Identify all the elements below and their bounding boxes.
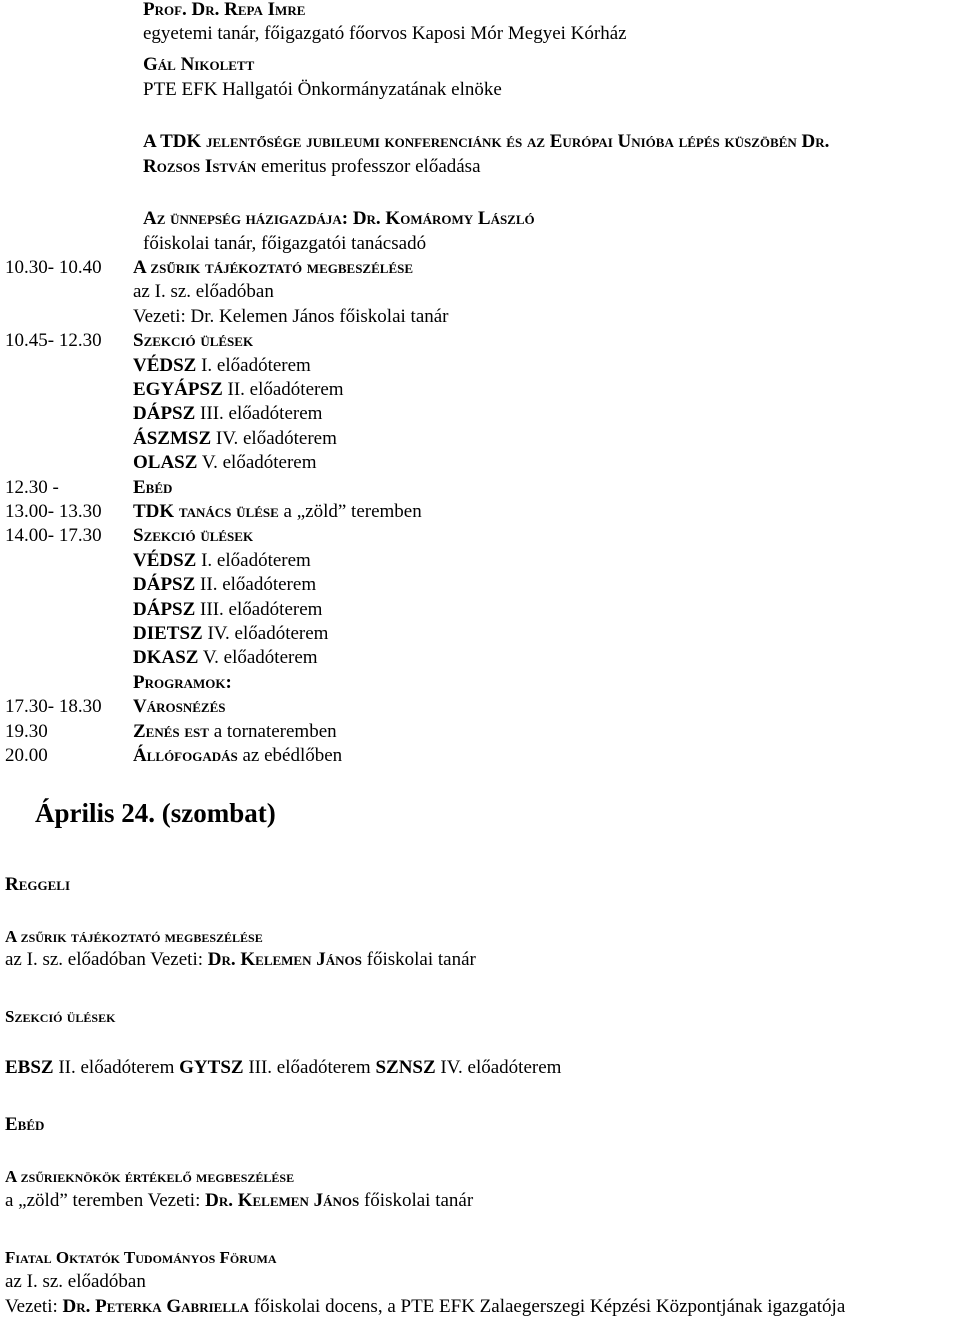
- forum-chair: Dr. Peterka Gabriella: [62, 1296, 250, 1317]
- schedule-time: 20.00: [5, 745, 48, 766]
- forum-chair-line: [5, 1295, 845, 1319]
- schedule-entry-title: VÉDSZ: [133, 549, 197, 571]
- schedule-entry: [133, 256, 413, 280]
- host-title: főiskolai tanár, főigazgatói tanácsadó: [143, 233, 427, 254]
- schedule-entry-title: DÁPSZ: [133, 574, 196, 596]
- jury-place: az I. sz. előadóban Vezeti:: [5, 949, 208, 970]
- chairs-line: [5, 1189, 473, 1213]
- schedule-entry: [133, 451, 317, 475]
- speaker1-name: Prof. Dr. Repa Imre: [143, 0, 306, 20]
- schedule-entry: [133, 549, 311, 573]
- speaker2-title: PTE EFK Hallgatói Önkormányzatának elnöke: [143, 79, 502, 100]
- schedule-entry: [133, 402, 322, 426]
- schedule-entry-title: VÉDSZ: [133, 354, 197, 376]
- section-name: GYTSZ: [179, 1057, 244, 1078]
- schedule-entry-detail: V. előadóterem: [197, 452, 317, 474]
- schedule-entry: [133, 720, 337, 744]
- forum-chair-label: Vezeti:: [5, 1296, 63, 1317]
- schedule-entry: [133, 354, 311, 378]
- schedule-entry: [133, 524, 253, 548]
- section-name: EBSZ: [5, 1057, 54, 1078]
- schedule-entry: [133, 598, 322, 622]
- schedule-entry-title: DÁPSZ: [133, 403, 196, 425]
- schedule-entry: [133, 476, 172, 500]
- lecture-title-line1: A TDK jelentősége jubileumi konferenciánk és az Európai Unióba lépés küszöbén Dr.: [143, 131, 830, 152]
- schedule-entry-title: TDK tanács ülése: [133, 501, 279, 522]
- sections-line: [5, 1056, 561, 1080]
- schedule-entry-title: DKASZ: [133, 647, 199, 669]
- lecture-title-line2: [143, 155, 481, 179]
- schedule-entry-detail: IV. előadóterem: [202, 623, 329, 644]
- speaker2-name: Gál Nikolett: [143, 54, 255, 75]
- schedule-entry: [133, 378, 344, 402]
- schedule-time: 10.30- 10.40: [5, 257, 102, 278]
- chairs-place: a „zöld” teremben Vezeti:: [5, 1190, 206, 1211]
- schedule-entry-detail: Vezeti: Dr. Kelemen János főiskolai tanár: [133, 305, 449, 327]
- chairs-heading: A zsűrieknökök értékelő megbeszélése: [5, 1167, 295, 1186]
- schedule-entry: [133, 622, 328, 646]
- schedule-entry-title: Ebéd: [133, 476, 173, 498]
- schedule-entry-detail: II. előadóterem: [222, 379, 344, 400]
- schedule-entry-title: Zenés est: [133, 720, 209, 742]
- jury-heading: A zsűrik tájékoztató megbeszélése: [5, 927, 263, 946]
- forum-heading: Fiatal Oktatók Tudományos Föruma: [5, 1248, 277, 1267]
- schedule-entry: [133, 671, 232, 695]
- schedule-entry-detail: V. előadóterem: [198, 647, 318, 669]
- schedule-entry-detail: az ebédlőben: [237, 745, 343, 766]
- schedule-entry-title: DÁPSZ: [133, 598, 196, 620]
- speaker1-title: egyetemi tanár, főigazgató főorvos Kaposi Mór Megyei Kórház: [143, 23, 627, 44]
- schedule-entry-title: Programok:: [133, 671, 232, 693]
- schedule-entry: [133, 280, 274, 304]
- schedule-entry-title: EGYÁPSZ: [133, 379, 223, 400]
- schedule-entry: [133, 695, 225, 719]
- schedule-entry-title: Városnézés: [133, 696, 226, 718]
- day-heading: Április 24. (szombat): [35, 798, 276, 828]
- schedule-time: 13.00- 13.30: [5, 501, 102, 522]
- schedule-entry-detail: I. előadóterem: [196, 549, 311, 571]
- schedule-entry: [133, 500, 422, 524]
- jury-line: [5, 948, 476, 972]
- forum-chair-title: főiskolai docens, a PTE EFK Zalaegerszegi Képzési Központjának igazgatója: [249, 1296, 846, 1317]
- sections-heading: Szekció ülések: [5, 1007, 116, 1026]
- schedule-entry-detail: III. előadóterem: [195, 598, 323, 620]
- schedule-entry-title: Szekció ülések: [133, 330, 254, 352]
- schedule-time: 17.30- 18.30: [5, 696, 102, 718]
- section-room: III. előadóterem: [243, 1057, 376, 1078]
- section-room: II. előadóterem: [53, 1057, 180, 1078]
- schedule-entry-detail: az I. sz. előadóban: [133, 281, 274, 303]
- schedule-entry-title: A zsűrik tájékoztató megbeszélése: [133, 257, 414, 278]
- host-line: Az ünnepség házigazdája: Dr. Komáromy László: [143, 208, 535, 229]
- schedule-entry: [133, 329, 253, 353]
- schedule-entry-title: DIETSZ: [133, 623, 203, 644]
- schedule-entry-title: Állófogadás: [133, 745, 238, 766]
- chairs-chair: Dr. Kelemen János: [205, 1190, 360, 1211]
- schedule-entry-detail: II. előadóterem: [195, 574, 317, 596]
- schedule-entry-detail: IV. előadóterem: [211, 427, 337, 449]
- section-name: SZNSZ: [375, 1057, 436, 1078]
- schedule-entry-detail: a tornateremben: [208, 720, 337, 742]
- schedule-entry: [133, 744, 342, 768]
- schedule-time: 14.00- 17.30: [5, 525, 102, 547]
- jury-chair-title: főiskolai tanár: [361, 949, 476, 970]
- schedule-entry-detail: I. előadóterem: [196, 354, 311, 376]
- schedule-entry: [133, 305, 449, 329]
- jury-chair: Dr. Kelemen János: [207, 949, 362, 970]
- schedule-time: 19.30: [5, 720, 48, 742]
- schedule-entry: [133, 427, 337, 451]
- forum-place: az I. sz. előadóban: [5, 1271, 146, 1292]
- schedule-entry-title: Szekció ülések: [133, 525, 254, 547]
- schedule-entry: [133, 573, 316, 597]
- lecture-speaker-role: emeritus professzor előadása: [256, 156, 481, 177]
- schedule-entry-detail: a „zöld” teremben: [278, 501, 422, 522]
- lecture-speaker: Rozsos István: [143, 156, 257, 177]
- schedule-entry: [133, 646, 318, 670]
- schedule-time: 10.45- 12.30: [5, 330, 102, 352]
- schedule-time: 12.30 -: [5, 476, 59, 498]
- schedule-entry-title: OLASZ: [133, 452, 198, 474]
- lunch-label: Ebéd: [5, 1114, 45, 1135]
- schedule-entry-title: ÁSZMSZ: [133, 427, 212, 449]
- schedule-entry-detail: III. előadóterem: [195, 403, 323, 425]
- breakfast-label: Reggeli: [5, 874, 71, 895]
- chairs-chair-title: főiskolai tanár: [359, 1190, 474, 1211]
- section-room: IV. előadóterem: [435, 1057, 562, 1078]
